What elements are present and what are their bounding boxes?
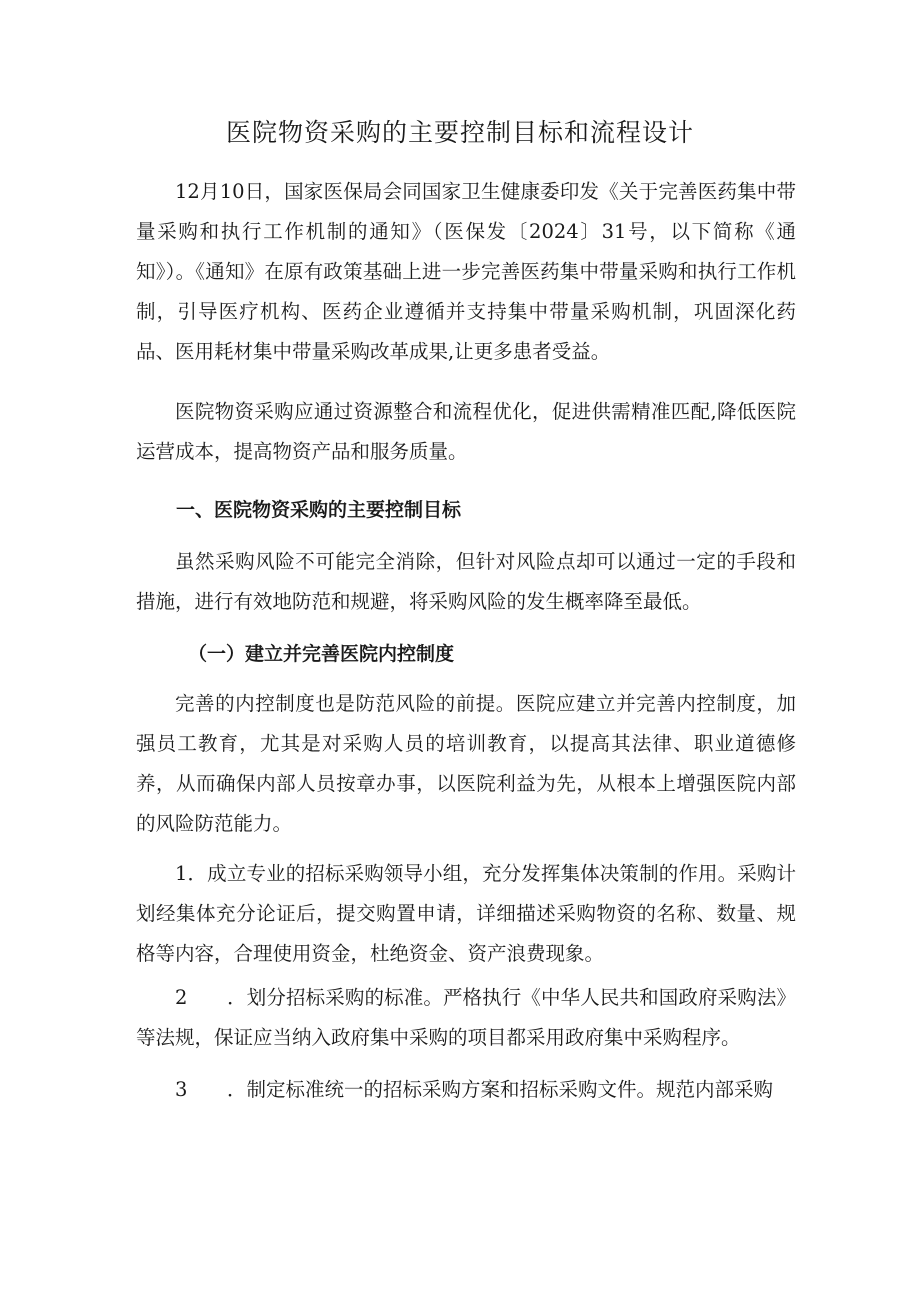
list-item-number: 3	[175, 1078, 188, 1101]
subsection-heading-internal-control: （一）建立并完善医院内控制度	[188, 643, 455, 665]
list-item-number: 2	[175, 986, 188, 1009]
list-item-text: ．制定标准统一的招标采购方案和招标采购文件。规范内部采购	[227, 1078, 774, 1101]
subsection-paragraph-internal-control: 完善的内控制度也是防范风险的前提。医院应建立并完善内控制度，加强员工教育，尤其是对采购人员的培训教育，以提高其法律、职业道德修养，从而确保内部人员按章办事，以医院利益为先，从根本上增强医院内部的风险防范能力。	[136, 692, 796, 835]
list-item	[136, 854, 796, 974]
list-item-number: 1	[175, 862, 188, 885]
document-body	[136, 172, 796, 1110]
document-title: 医院物资采购的主要控制目标和流程设计	[225, 118, 694, 147]
list-item-text: ．划分招标采购的标准。严格执行《中华人民共和国政府采购法》等法规，保证应当纳入政府集中采购的项目都采用政府集中采购程序。	[136, 986, 796, 1049]
intro-paragraph-2: 医院物资采购应通过资源整合和流程优化，促进供需精准匹配,降低医院运营成本，提高物资产品和服务质量。	[136, 400, 796, 463]
list-item	[136, 978, 796, 1058]
section-heading-control-goals: 一、医院物资采购的主要控制目标	[176, 499, 462, 521]
list-item-text: ．成立专业的招标采购领导小组，充分发挥集体决策制的作用。采购计划经集体充分论证后，提交购置申请，详细描述采购物资的名称、数量、规格等内容，合理使用资金，杜绝资金、资产浪费现象。	[136, 862, 796, 965]
section-paragraph-risk: 虽然采购风险不可能完全消除，但针对风险点却可以通过一定的手段和措施，进行有效地防范和规避，将采购风险的发生概率降至最低。	[136, 550, 796, 613]
list-item	[136, 1070, 796, 1110]
intro-paragraph-1: 12月10日，国家医保局会同国家卫生健康委印发《关于完善医药集中带量采购和执行工作机制的通知》（医保发〔2024〕31号，以下简称《通知》）。《通知》在原有政策基础上进一步完善医药集中带量采购和执行工作机制，引导医疗机构、医药企业遵循并支持集中带量采购机制，巩固深化药品、医用耗材集中带量采购改革成果,让更多患者受益。	[136, 180, 796, 363]
